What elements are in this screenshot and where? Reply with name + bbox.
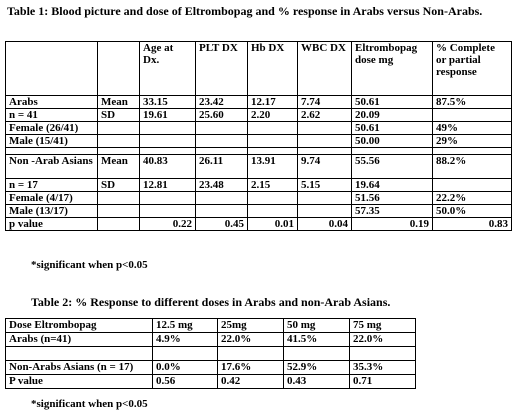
table1-caption: Table 1: Blood picture and dose of Eltrombopag and % response in Arabs versus Non-Arabs. [7, 4, 483, 18]
table-cell: 33.15 [140, 96, 196, 109]
table-cell: 9.74 [298, 155, 352, 179]
table-cell [140, 148, 196, 155]
table-cell [6, 347, 153, 361]
table-cell: Arabs [6, 96, 98, 109]
table-cell: 5.15 [298, 179, 352, 192]
table2-header-cell: 25mg [218, 319, 284, 333]
table-cell: 52.9% [284, 361, 350, 375]
table1-header-cell: Eltrombopag dose mg [352, 42, 433, 96]
table-cell: Male (13/17) [6, 205, 98, 218]
table-cell [352, 148, 433, 155]
table-cell: 87.5% [433, 96, 512, 109]
table-cell: Non-Arabs Asians (n = 17) [6, 361, 153, 375]
table2-header-row [6, 319, 416, 333]
table2-header-cell: 12.5 mg [153, 319, 218, 333]
table-cell: 2.15 [248, 179, 298, 192]
table-cell [196, 135, 248, 148]
table-cell [298, 205, 352, 218]
table-cell: 19.61 [140, 109, 196, 122]
table-cell: 0.43 [284, 375, 350, 389]
table-cell: 41.5% [284, 333, 350, 347]
table-cell [196, 192, 248, 205]
table1-header-cell [6, 42, 98, 96]
table-cell: 20.09 [352, 109, 433, 122]
table2-header-cell: 50 mg [284, 319, 350, 333]
table-cell: 0.56 [153, 375, 218, 389]
table-cell [196, 205, 248, 218]
table-cell: 23.48 [196, 179, 248, 192]
table-cell: 0.19 [352, 218, 433, 231]
table-cell: 0.71 [350, 375, 416, 389]
table-cell: 7.74 [298, 96, 352, 109]
table-cell: 26.11 [196, 155, 248, 179]
table-cell: 25.60 [196, 109, 248, 122]
table-cell [298, 192, 352, 205]
table-cell: 50.00 [352, 135, 433, 148]
table-cell [196, 148, 248, 155]
table-cell [98, 218, 140, 231]
table-cell: 50.61 [352, 122, 433, 135]
table-row [6, 205, 512, 218]
table-cell [218, 347, 284, 361]
table-row [6, 122, 512, 135]
table-cell [140, 205, 196, 218]
table-row [6, 192, 512, 205]
table-cell: 22.0% [218, 333, 284, 347]
table-cell [98, 148, 140, 155]
table-cell [248, 148, 298, 155]
table-cell [153, 347, 218, 361]
table-cell: 0.83 [433, 218, 512, 231]
table-cell [350, 347, 416, 361]
table-cell: 12.81 [140, 179, 196, 192]
table-row [6, 333, 416, 347]
table-cell: Non -Arab Asians [6, 155, 98, 179]
table-row [6, 361, 416, 375]
table-cell: 22.2% [433, 192, 512, 205]
table-cell: 40.83 [140, 155, 196, 179]
table-cell [284, 347, 350, 361]
table-cell: 2.62 [298, 109, 352, 122]
table-cell: 2.20 [248, 109, 298, 122]
table-cell [433, 179, 512, 192]
table-cell [248, 205, 298, 218]
table-cell [433, 109, 512, 122]
table-row [6, 155, 512, 179]
table-cell [140, 135, 196, 148]
table1-header-cell: Hb DX [248, 42, 298, 96]
table2-note: *significant when p<0.05 [31, 398, 148, 410]
table2-caption: Table 2: % Response to different doses in Arabs and non-Arab Asians. [31, 295, 391, 309]
table-cell: 50.0% [433, 205, 512, 218]
table1-header-row [6, 42, 512, 96]
table-cell: Female (26/41) [6, 122, 98, 135]
table-cell [140, 122, 196, 135]
table2-header-cell: Dose Eltrombopag [6, 319, 153, 333]
table-cell: 0.45 [196, 218, 248, 231]
table-cell: n = 41 [6, 109, 98, 122]
table-cell: Mean [98, 155, 140, 179]
table-cell: Arabs (n=41) [6, 333, 153, 347]
table-cell: 88.2% [433, 155, 512, 179]
table-cell: SD [98, 109, 140, 122]
table-cell: 0.0% [153, 361, 218, 375]
table-cell: 12.17 [248, 96, 298, 109]
table-cell [248, 192, 298, 205]
table-row [6, 135, 512, 148]
table-cell: 0.04 [298, 218, 352, 231]
table-cell: 49% [433, 122, 512, 135]
table-cell: 19.64 [352, 179, 433, 192]
table1-header-cell: WBC DX [298, 42, 352, 96]
table-cell [298, 122, 352, 135]
table-row [6, 109, 512, 122]
table-row [6, 96, 512, 109]
table-cell [98, 205, 140, 218]
table-cell: Male (15/41) [6, 135, 98, 148]
table-cell: 13.91 [248, 155, 298, 179]
table-cell: 17.6% [218, 361, 284, 375]
table1-header-cell: PLT DX [196, 42, 248, 96]
table-cell [98, 192, 140, 205]
table-cell: 29% [433, 135, 512, 148]
table-cell: p value [6, 218, 98, 231]
table-row [6, 218, 512, 231]
table1 [5, 41, 512, 231]
table-cell [6, 148, 98, 155]
table-cell [140, 192, 196, 205]
table2 [5, 318, 416, 389]
table1-note: *significant when p<0.05 [31, 259, 148, 271]
table-cell: 0.42 [218, 375, 284, 389]
table1-header-cell: % Complete or partial response [433, 42, 512, 96]
table-cell [196, 122, 248, 135]
table-cell: 22.0% [350, 333, 416, 347]
table-cell: Mean [98, 96, 140, 109]
table-spacer-row [6, 347, 416, 361]
table-cell: 50.61 [352, 96, 433, 109]
table-cell: n = 17 [6, 179, 98, 192]
table-cell: 51.56 [352, 192, 433, 205]
table-cell: P value [6, 375, 153, 389]
table2-header-cell: 75 mg [350, 319, 416, 333]
table-cell: SD [98, 179, 140, 192]
table-cell [248, 135, 298, 148]
table-cell [298, 135, 352, 148]
table-cell [298, 148, 352, 155]
table-cell: 55.56 [352, 155, 433, 179]
table-cell [433, 148, 512, 155]
table-cell [98, 122, 140, 135]
table-cell: 4.9% [153, 333, 218, 347]
table1-header-cell: Age at Dx. [140, 42, 196, 96]
table-cell: 35.3% [350, 361, 416, 375]
table-cell: 0.01 [248, 218, 298, 231]
table-row [6, 375, 416, 389]
table1-header-cell [98, 42, 140, 96]
table-cell: 57.35 [352, 205, 433, 218]
table-spacer-row [6, 148, 512, 155]
table-cell: 23.42 [196, 96, 248, 109]
table-cell [98, 135, 140, 148]
table-row [6, 179, 512, 192]
table-cell: Female (4/17) [6, 192, 98, 205]
table-cell [248, 122, 298, 135]
table-cell: 0.22 [140, 218, 196, 231]
